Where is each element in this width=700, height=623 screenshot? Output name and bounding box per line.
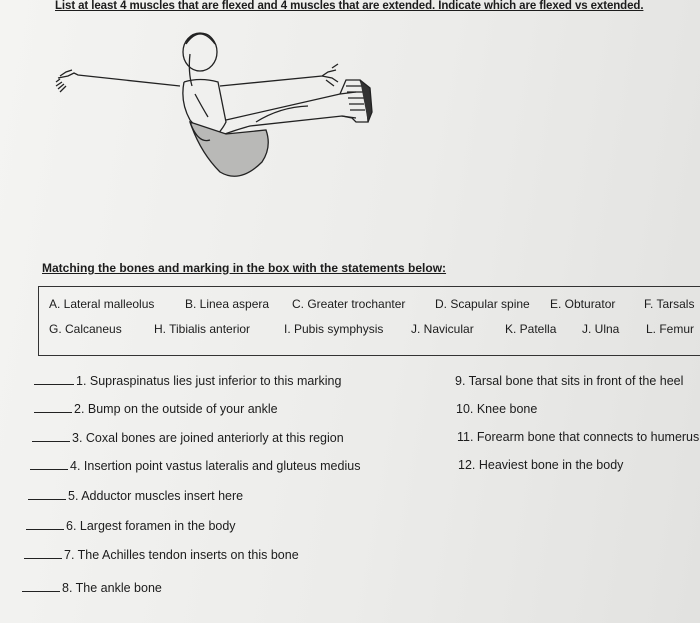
question-3: 3. Coxal bones are joined anteriorly at this region [32,431,344,445]
question-5: 5. Adductor muscles insert here [28,489,243,503]
question-4: 4. Insertion point vastus lateralis and gluteus medius [30,459,360,473]
term-g: G. Calcaneus [49,322,122,336]
term-j-ulna: J. Ulna [582,322,620,336]
term-l: L. Femur [646,322,695,336]
term-k: K. Patella [505,322,557,336]
answer-blank-4[interactable] [30,468,68,470]
question-1: 1. Supraspinatus lies just inferior to this marking [34,374,341,388]
person-v-sit-illustration [50,22,390,192]
term-b: B. Linea aspera [185,297,270,311]
question-12: 12. Heaviest bone in the body [458,458,624,472]
question-6: 6. Largest foramen in the body [26,519,236,533]
word-bank-box [38,286,700,356]
question-2: 2. Bump on the outside of your ankle [34,402,278,416]
answer-blank-8[interactable] [22,590,60,592]
term-c: C. Greater trochanter [292,297,406,311]
question-9: 9. Tarsal bone that sits in front of the heel [455,374,684,388]
term-e: E. Obturator [550,297,616,311]
term-f: F. Tarsals [644,297,695,311]
term-d: D. Scapular spine [435,297,530,311]
answer-blank-3[interactable] [32,440,70,442]
answer-blank-5[interactable] [28,498,66,500]
question-11: 11. Forearm bone that connects to humerus [457,430,700,444]
answer-blank-1[interactable] [34,383,74,385]
term-a: A. Lateral malleolus [49,297,155,311]
answer-blank-2[interactable] [34,411,72,413]
term-h: H. Tibialis anterior [154,322,251,336]
question-8: 8. The ankle bone [22,581,162,595]
term-i: I. Pubis symphysis [284,322,384,336]
term-j-navicular: J. Navicular [411,322,474,336]
answer-blank-6[interactable] [26,528,64,530]
question-7: 7. The Achilles tendon inserts on this bone [24,548,299,562]
question-10: 10. Knee bone [456,402,538,416]
matching-section-title: Matching the bones and marking in the box with the statements below: [42,261,447,275]
instructions-heading: List at least 4 muscles that are flexed and 4 muscles that are extended. Indicate which are flexed vs extended. [55,0,644,12]
answer-blank-7[interactable] [24,557,62,559]
